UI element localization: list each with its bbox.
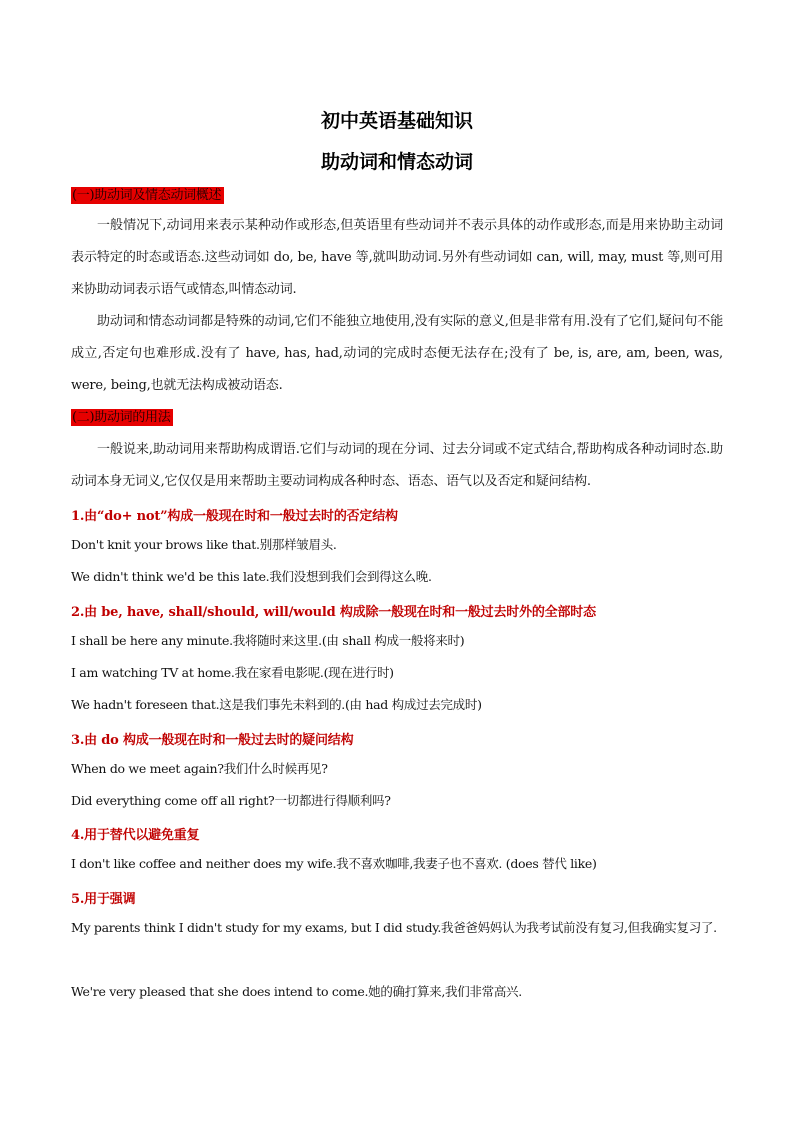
example-4a: I don't like coffee and neither does my wife.我不喜欢咖啡,我妻子也不喜欢. (does 替代 like) — [71, 856, 597, 871]
example-5a: My parents think I didn't study for my exams, but I did study.我爸爸妈妈认为我考试前没有复习,但我确实复习了. — [71, 920, 717, 935]
section1-paragraph-2: 助动词和情态动词都是特殊的动词,它们不能独立地使用,没有实际的意义,但是非常有用.没有了它们,疑问句不能成立,否定句也难形成.没有了 have, has, had,动词的完成时态便无法存在;没有了 be, is, are, am, been, was, were, being,也就无法构成被动语态. — [71, 314, 723, 393]
example-5b: We're very pleased that she does intend to come.她的确打算来,我们非常高兴. — [71, 984, 522, 999]
example-2b: I am watching TV at home.我在家看电影呢.(现在进行时) — [71, 665, 394, 680]
doc-title: 初中英语基础知识 — [320, 110, 473, 132]
section1-paragraph-1: 一般情况下,动词用来表示某种动作或形态,但英语里有些动词并不表示具体的动作或形态,而是用来协助主动词表示特定的时态或语态.这些动词如 do, be, have 等,就叫助动词.另外有些动词如 can, will, may, must 等,则可用来协助动词表示语气或情态,叫情态动词. — [71, 218, 723, 297]
example-1b: We didn't think we'd be this late.我们没想到我们会到得这么晚. — [71, 569, 432, 584]
example-2c: We hadn't foreseen that.这是我们事先未料到的.(由 had 构成过去完成时) — [71, 697, 482, 712]
heading-4: 4.用于替代以避免重复 — [71, 828, 200, 843]
example-1a: Don't knit your brows like that.别那样皱眉头. — [71, 537, 337, 552]
doc-subtitle: 助动词和情态动词 — [320, 151, 473, 173]
heading-2: 2.由 be, have, shall/should, will/would 构成除一般现在时和一般过去时外的全部时态 — [71, 605, 596, 620]
section2-tag: (二)助动词的用法 — [71, 409, 173, 426]
section1-tag: (一)助动词及情态动词概述 — [71, 187, 224, 204]
heading-5: 5.用于强调 — [71, 892, 136, 907]
section2-paragraph-1: 一般说来,助动词用来帮助构成谓语.它们与动词的现在分词、过去分词或不定式结合,帮助构成各种动词时态.助动词本身无词义,它仅仅是用来帮助主要动词构成各种时态、语态、语气以及否定和疑问结构. — [71, 442, 723, 489]
example-3b: Did everything come off all right?一切都进行得顺利吗? — [71, 793, 391, 808]
heading-3: 3.由 do 构成一般现在时和一般过去时的疑问结构 — [71, 733, 354, 748]
heading-1: 1.由“do+ not”构成一般现在时和一般过去时的否定结构 — [71, 509, 398, 524]
example-3a: When do we meet again?我们什么时候再见? — [71, 761, 328, 776]
example-2a: I shall be here any minute.我将随时来这里.(由 shall 构成一般将来时) — [71, 633, 465, 648]
